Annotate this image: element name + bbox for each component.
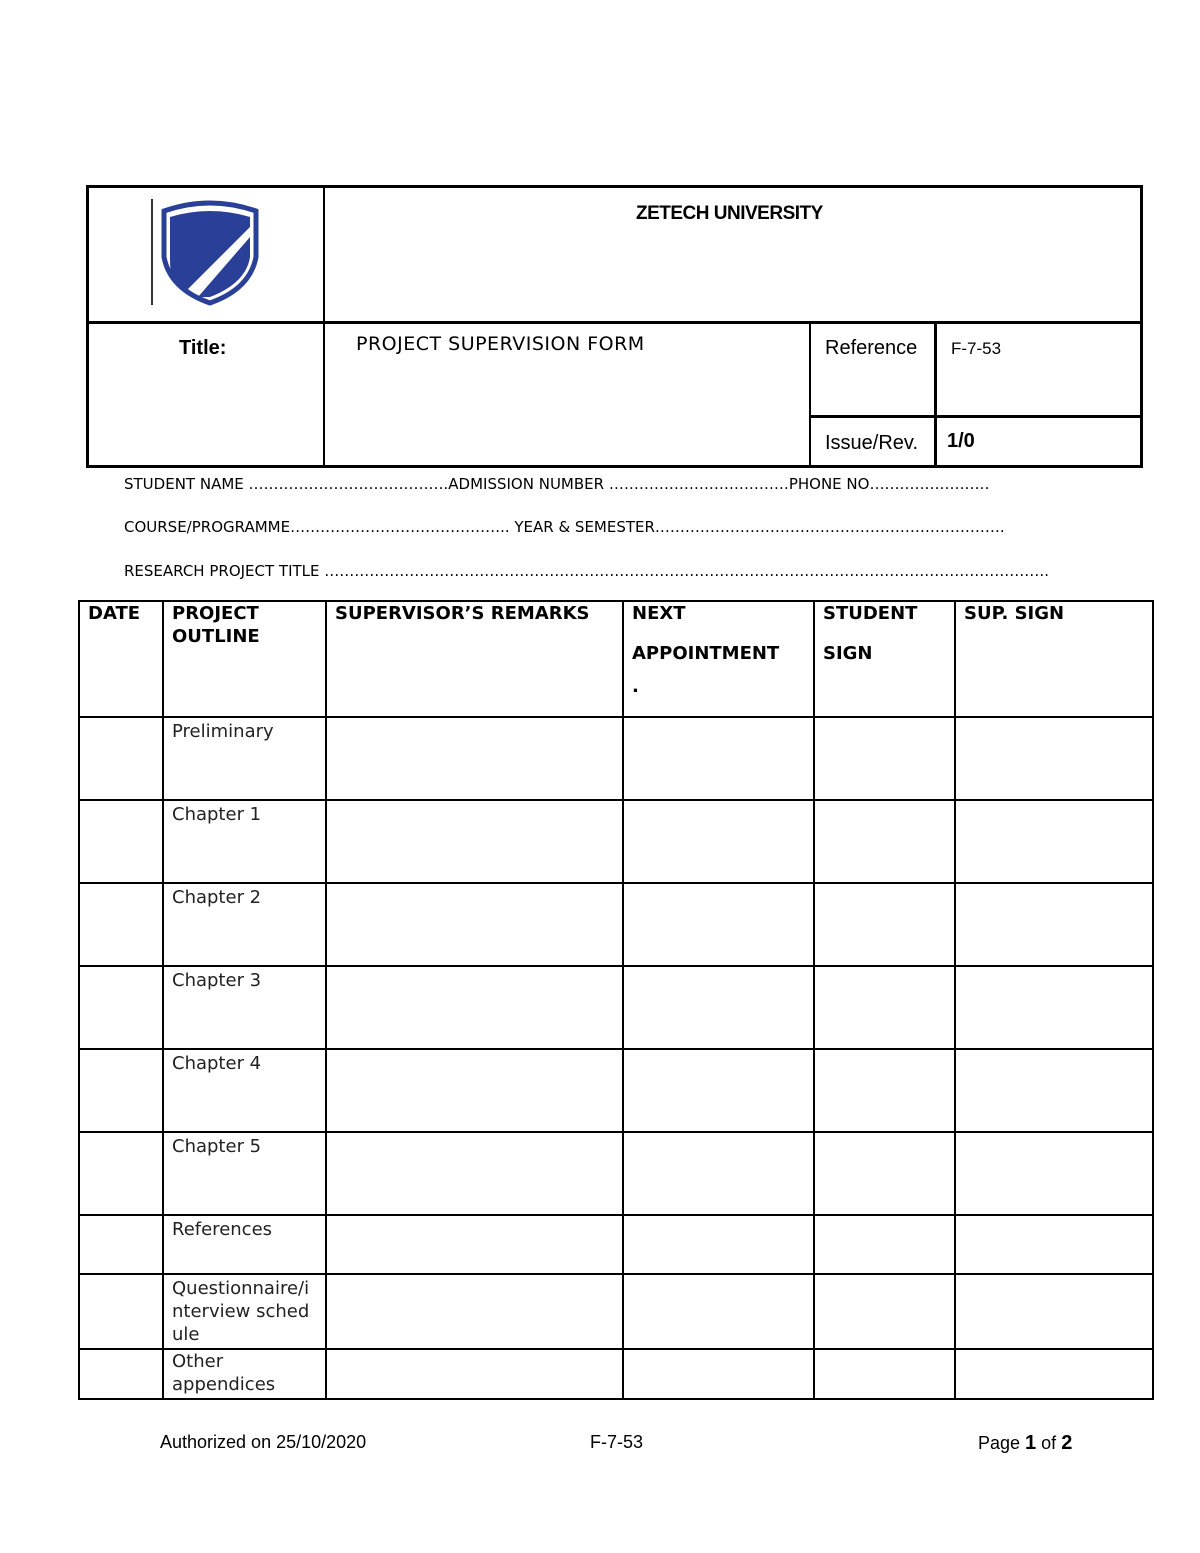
page-label: Page [978,1433,1026,1453]
table-row [79,1049,1153,1132]
remarks-cell[interactable] [326,717,623,800]
remarks-cell[interactable] [326,1349,623,1399]
outline-cell: Chapter 3 [163,966,326,1049]
student-name-field[interactable]: STUDENT NAME ………………………………….ADMISSION NUMBER ………………………………PHONE NO…………………… [124,475,990,493]
table-row [79,717,1153,800]
remarks-cell[interactable] [326,1049,623,1132]
header-divider-issue [809,415,1143,418]
next-appointment-cell[interactable] [623,800,814,883]
next-appointment-cell[interactable] [623,1349,814,1399]
remarks-cell[interactable] [326,800,623,883]
outline-cell: Chapter 2 [163,883,326,966]
header-project-outline: PROJECT OUTLINE [163,601,326,717]
page-current: 1 [1025,1432,1037,1454]
header-next-appointment: NEXT APPOINTMENT . [623,601,814,717]
sup-sign-cell[interactable] [955,1132,1153,1215]
remarks-cell[interactable] [326,966,623,1049]
page-total: 2 [1061,1432,1073,1454]
next-appointment-cell[interactable] [623,1215,814,1274]
university-name: ZETECH UNIVERSITY [636,203,823,224]
student-sign-cell[interactable] [814,1349,955,1399]
authorized-date: 25/10/2020 [276,1432,367,1452]
student-sign-cell[interactable] [814,1049,955,1132]
footer-page-number [978,1432,1072,1455]
sup-sign-cell[interactable] [955,717,1153,800]
header-supervisor-remarks: SUPERVISOR’S REMARKS [326,601,623,717]
table-header-row [79,601,1153,717]
header-border-left [86,185,89,468]
table-row [79,1215,1153,1274]
header-border-right [1140,185,1143,468]
outline-cell: Questionnaire/i nterview schedule [163,1274,326,1349]
title-label: Title: [179,337,227,359]
header-student-sign: STUDENT SIGN [814,601,955,717]
issue-label: Issue/Rev. [825,432,918,454]
document-header [86,185,1143,468]
course-field[interactable]: COURSE/PROGRAMME…………………………………….. YEAR & SEMESTER……………………………………………………………. [124,518,1005,536]
research-title-field[interactable]: RESEARCH PROJECT TITLE ………………………………………………………………………………………………………………………………. [124,562,1050,580]
table-row [79,883,1153,966]
outline-cell: Other appendices [163,1349,326,1399]
student-sign-cell[interactable] [814,883,955,966]
remarks-cell[interactable] [326,1215,623,1274]
outline-cell: Preliminary [163,717,326,800]
header-border-top [86,185,1143,188]
remarks-cell[interactable] [326,1132,623,1215]
footer-code: F-7-53 [590,1432,644,1452]
table-row [79,966,1153,1049]
date-cell[interactable] [79,800,163,883]
authorized-label: Authorized on [160,1432,277,1452]
sup-sign-cell[interactable] [955,1349,1153,1399]
sup-sign-cell[interactable] [955,966,1153,1049]
header-divider-row [86,321,1143,324]
date-cell[interactable] [79,966,163,1049]
header-divider-refvalue [934,321,937,468]
reference-value: F-7-53 [951,339,1002,358]
issue-value: 1/0 [947,430,975,452]
outline-cell: Chapter 5 [163,1132,326,1215]
table-row [79,1349,1153,1399]
next-appointment-cell[interactable] [623,1049,814,1132]
outline-cell: Chapter 4 [163,1049,326,1132]
next-appointment-cell[interactable] [623,883,814,966]
sup-sign-cell[interactable] [955,800,1153,883]
header-border-bottom [86,465,1143,468]
next-appointment-cell[interactable] [623,1274,814,1349]
date-cell[interactable] [79,1132,163,1215]
date-cell[interactable] [79,883,163,966]
remarks-cell[interactable] [326,1274,623,1349]
next-appointment-cell[interactable] [623,717,814,800]
header-date: DATE [79,601,163,717]
date-cell[interactable] [79,1049,163,1132]
outline-cell: Chapter 1 [163,800,326,883]
sup-sign-cell[interactable] [955,1215,1153,1274]
student-sign-cell[interactable] [814,966,955,1049]
student-sign-cell[interactable] [814,800,955,883]
supervision-table [78,600,1154,1400]
table-row [79,1274,1153,1349]
outline-cell: References [163,1215,326,1274]
form-title: PROJECT SUPERVISION FORM [356,333,645,355]
reference-label: Reference [825,337,918,359]
date-cell[interactable] [79,717,163,800]
footer-authorized [160,1432,366,1453]
sup-sign-cell[interactable] [955,1274,1153,1349]
shield-logo-icon [150,197,265,307]
table-row [79,800,1153,883]
date-cell[interactable] [79,1274,163,1349]
next-appointment-cell[interactable] [623,966,814,1049]
student-sign-cell[interactable] [814,1215,955,1274]
header-sup-sign: SUP. SIGN [955,601,1153,717]
student-sign-cell[interactable] [814,717,955,800]
sup-sign-cell[interactable] [955,883,1153,966]
student-sign-cell[interactable] [814,1274,955,1349]
header-divider-logo [323,185,325,468]
date-cell[interactable] [79,1215,163,1274]
next-appointment-cell[interactable] [623,1132,814,1215]
date-cell[interactable] [79,1349,163,1399]
student-sign-cell[interactable] [814,1132,955,1215]
page-of-label: of [1036,1433,1062,1453]
sup-sign-cell[interactable] [955,1049,1153,1132]
table-row [79,1132,1153,1215]
header-divider-ref [809,321,811,468]
remarks-cell[interactable] [326,883,623,966]
